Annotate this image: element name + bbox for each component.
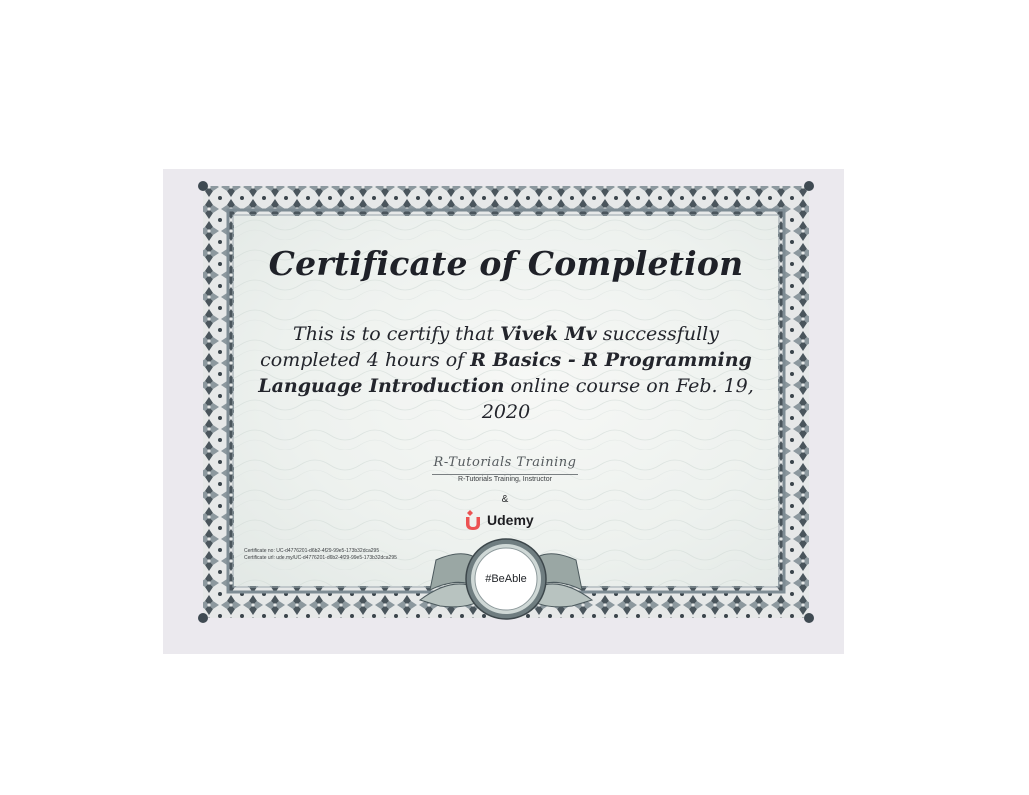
course-name: R Basics - R Programming Language Introduction: [258, 349, 752, 397]
certificate-url: Certificate url: ude.my/UC-d4776201-d6b2-4f29-99e5-173b32dca295: [244, 555, 397, 561]
certificate-title: Certificate of Completion: [268, 244, 744, 283]
udemy-wordmark: Udemy: [487, 512, 534, 528]
beable-tag: #BeAble: [485, 573, 527, 585]
statement-intro: This is to certify that: [293, 323, 501, 345]
signature-caption: R-Tutorials Training, Instructor: [458, 476, 552, 483]
instructor-signature: R-Tutorials Training: [433, 455, 577, 470]
statement-end: online course on Feb. 19, 2020: [481, 375, 754, 423]
ampersand: &: [501, 494, 509, 505]
statement-middle: successfully completed 4 hours of: [260, 323, 719, 371]
certificate-number: Certificate no: UC-d4776201-d6b2-4f29-99e5-173b32dca295: [244, 548, 380, 554]
recipient-name: Vivek Mv: [500, 323, 597, 345]
